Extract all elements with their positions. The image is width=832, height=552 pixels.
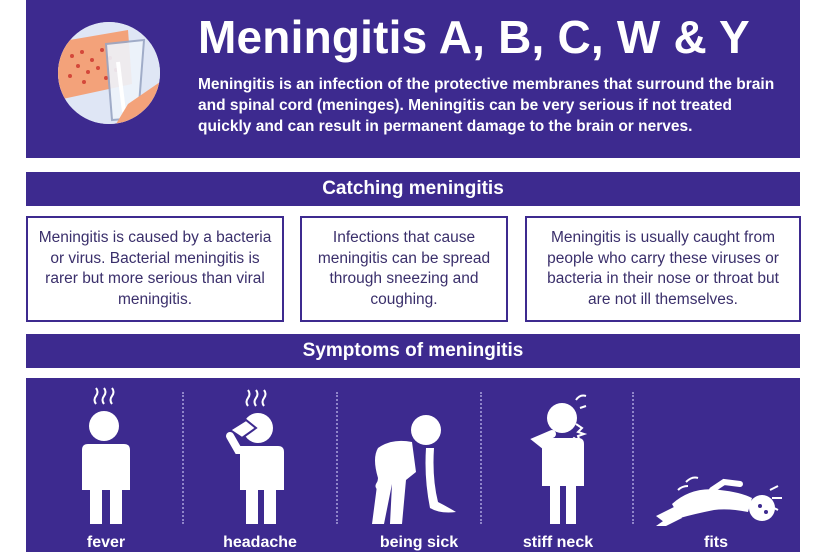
symptom-fever — [46, 378, 166, 552]
symptoms-panel — [26, 378, 800, 552]
symptom-divider — [632, 392, 634, 524]
catching-heading: Catching meningitis — [26, 172, 800, 206]
info-box-text: Meningitis is usually caught from people who carry these viruses or bacteria in their nose or throat but are not ill themselves. — [547, 229, 779, 308]
symptom-label: stiff neck — [522, 534, 594, 551]
headache-icon — [200, 378, 320, 530]
info-box-text: Infections that cause meningitis can be spread through sneezing and coughing. — [317, 229, 491, 308]
symptoms-heading: Symptoms of meningitis — [26, 334, 800, 368]
symptom-divider — [182, 392, 184, 524]
symptom-divider — [480, 392, 482, 524]
symptom-being-sick — [348, 378, 490, 552]
symptom-label: fever — [86, 534, 126, 551]
fits-icon — [642, 378, 790, 530]
info-box-cause — [26, 216, 284, 322]
info-box-spread — [300, 216, 508, 322]
symptom-stiff-neck — [498, 378, 618, 552]
glass-test-rash-icon — [58, 22, 160, 124]
being-sick-icon — [348, 378, 490, 530]
symptom-divider — [336, 392, 338, 524]
header-banner — [26, 0, 800, 158]
info-box-text: Meningitis is caused by a bacteria or virus. Bacterial meningitis is rarer but more serious than viral meningitis. — [38, 229, 272, 308]
stiff-neck-icon — [498, 378, 618, 530]
symptom-label: being sick — [379, 534, 459, 551]
info-box-carriers — [525, 216, 801, 322]
page-title: Meningitis A, B, C, W & Y — [198, 11, 750, 63]
intro-paragraph: Meningitis is an infection of the protective membranes that surround the brain and spinal cord (meninges). Meningitis can be very serious if not treated quickly and can result in permanent damage to the brain or nerves. — [198, 76, 775, 135]
symptom-headache — [200, 378, 320, 552]
symptom-label: fits — [704, 534, 728, 551]
symptom-fits — [642, 378, 790, 552]
symptom-label: headache — [223, 534, 297, 551]
fever-icon — [46, 378, 166, 530]
